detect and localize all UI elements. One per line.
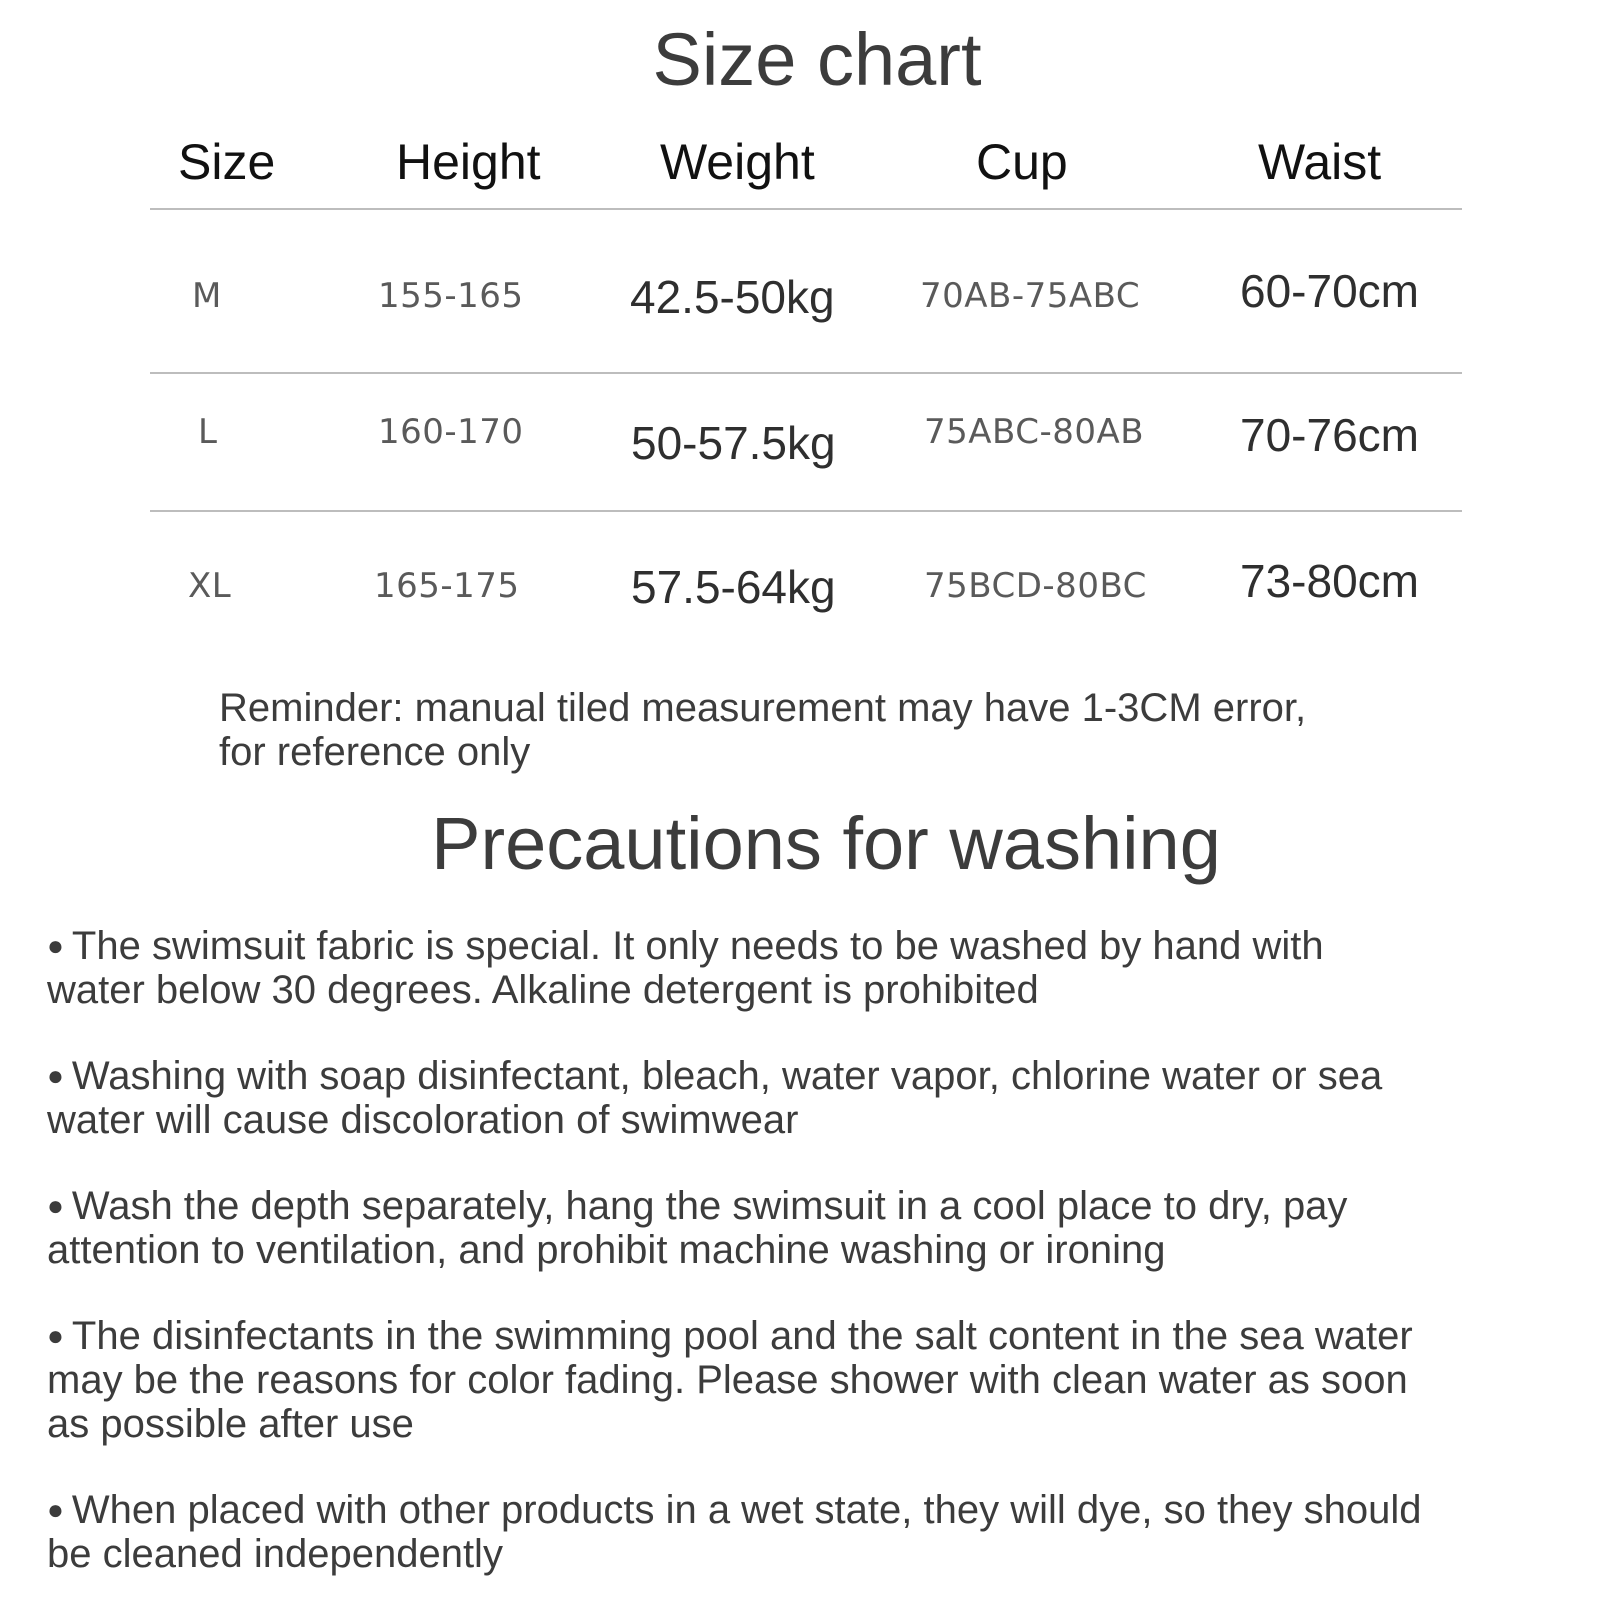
cell-height: 165-175 bbox=[374, 566, 520, 606]
bullet-icon: ● bbox=[47, 1320, 64, 1351]
bullet-icon: ● bbox=[47, 1494, 64, 1525]
washing-title: Precautions for washing bbox=[431, 802, 1221, 885]
cell-size: XL bbox=[188, 566, 232, 606]
size-chart-title: Size chart bbox=[652, 18, 982, 101]
list-item-text: When placed with other products in a wet state, they will dye, so they should bbox=[71, 1488, 1422, 1532]
list-item bbox=[47, 924, 1567, 1012]
header-weight: Weight bbox=[660, 134, 815, 190]
list-item-text: be cleaned independently bbox=[47, 1532, 503, 1576]
row-divider bbox=[150, 510, 1462, 512]
cell-cup: 75ABC-80AB bbox=[924, 412, 1145, 452]
list-item-text: as possible after use bbox=[47, 1402, 414, 1446]
header-cup: Cup bbox=[976, 134, 1068, 190]
list-item bbox=[47, 1488, 1567, 1576]
cell-height: 160-170 bbox=[378, 412, 524, 452]
measurement-reminder bbox=[219, 686, 1419, 774]
list-item-text: water will cause discoloration of swimwear bbox=[47, 1098, 799, 1142]
header-waist: Waist bbox=[1258, 134, 1382, 190]
list-item bbox=[47, 1054, 1567, 1142]
cell-waist: 70-76cm bbox=[1240, 409, 1419, 461]
reminder-line: Reminder: manual tiled measurement may have 1-3CM error, bbox=[219, 686, 1307, 730]
list-item bbox=[47, 1184, 1567, 1272]
header-size: Size bbox=[178, 134, 276, 190]
list-item bbox=[47, 1314, 1567, 1446]
header-divider bbox=[150, 208, 1462, 210]
cell-cup: 70AB-75ABC bbox=[920, 276, 1141, 316]
bullet-icon: ● bbox=[47, 1060, 64, 1091]
cell-waist: 60-70cm bbox=[1240, 265, 1419, 317]
list-item-text: Wash the depth separately, hang the swimsuit in a cool place to dry, pay bbox=[71, 1184, 1348, 1228]
header-height: Height bbox=[396, 134, 541, 190]
list-item-text: The disinfectants in the swimming pool and the salt content in the sea water bbox=[71, 1314, 1413, 1358]
cell-height: 155-165 bbox=[378, 276, 524, 316]
cell-size: L bbox=[198, 412, 218, 452]
cell-weight: 42.5-50kg bbox=[630, 271, 835, 323]
list-item-text: attention to ventilation, and prohibit machine washing or ironing bbox=[47, 1228, 1166, 1272]
list-item-text: Washing with soap disinfectant, bleach, water vapor, chlorine water or sea bbox=[71, 1054, 1383, 1098]
bullet-icon: ● bbox=[47, 1190, 64, 1221]
cell-cup: 75BCD-80BC bbox=[924, 566, 1147, 606]
cell-size: M bbox=[192, 276, 222, 316]
reminder-line: for reference only bbox=[219, 730, 531, 774]
list-item-text: may be the reasons for color fading. Please shower with clean water as soon bbox=[47, 1358, 1408, 1402]
bullet-icon: ● bbox=[47, 930, 64, 961]
cell-weight: 50-57.5kg bbox=[631, 417, 836, 469]
row-divider bbox=[150, 372, 1462, 374]
cell-weight: 57.5-64kg bbox=[631, 561, 836, 613]
cell-waist: 73-80cm bbox=[1240, 555, 1419, 607]
list-item-text: The swimsuit fabric is special. It only needs to be washed by hand with bbox=[71, 924, 1324, 968]
list-item-text: water below 30 degrees. Alkaline detergent is prohibited bbox=[47, 968, 1039, 1012]
